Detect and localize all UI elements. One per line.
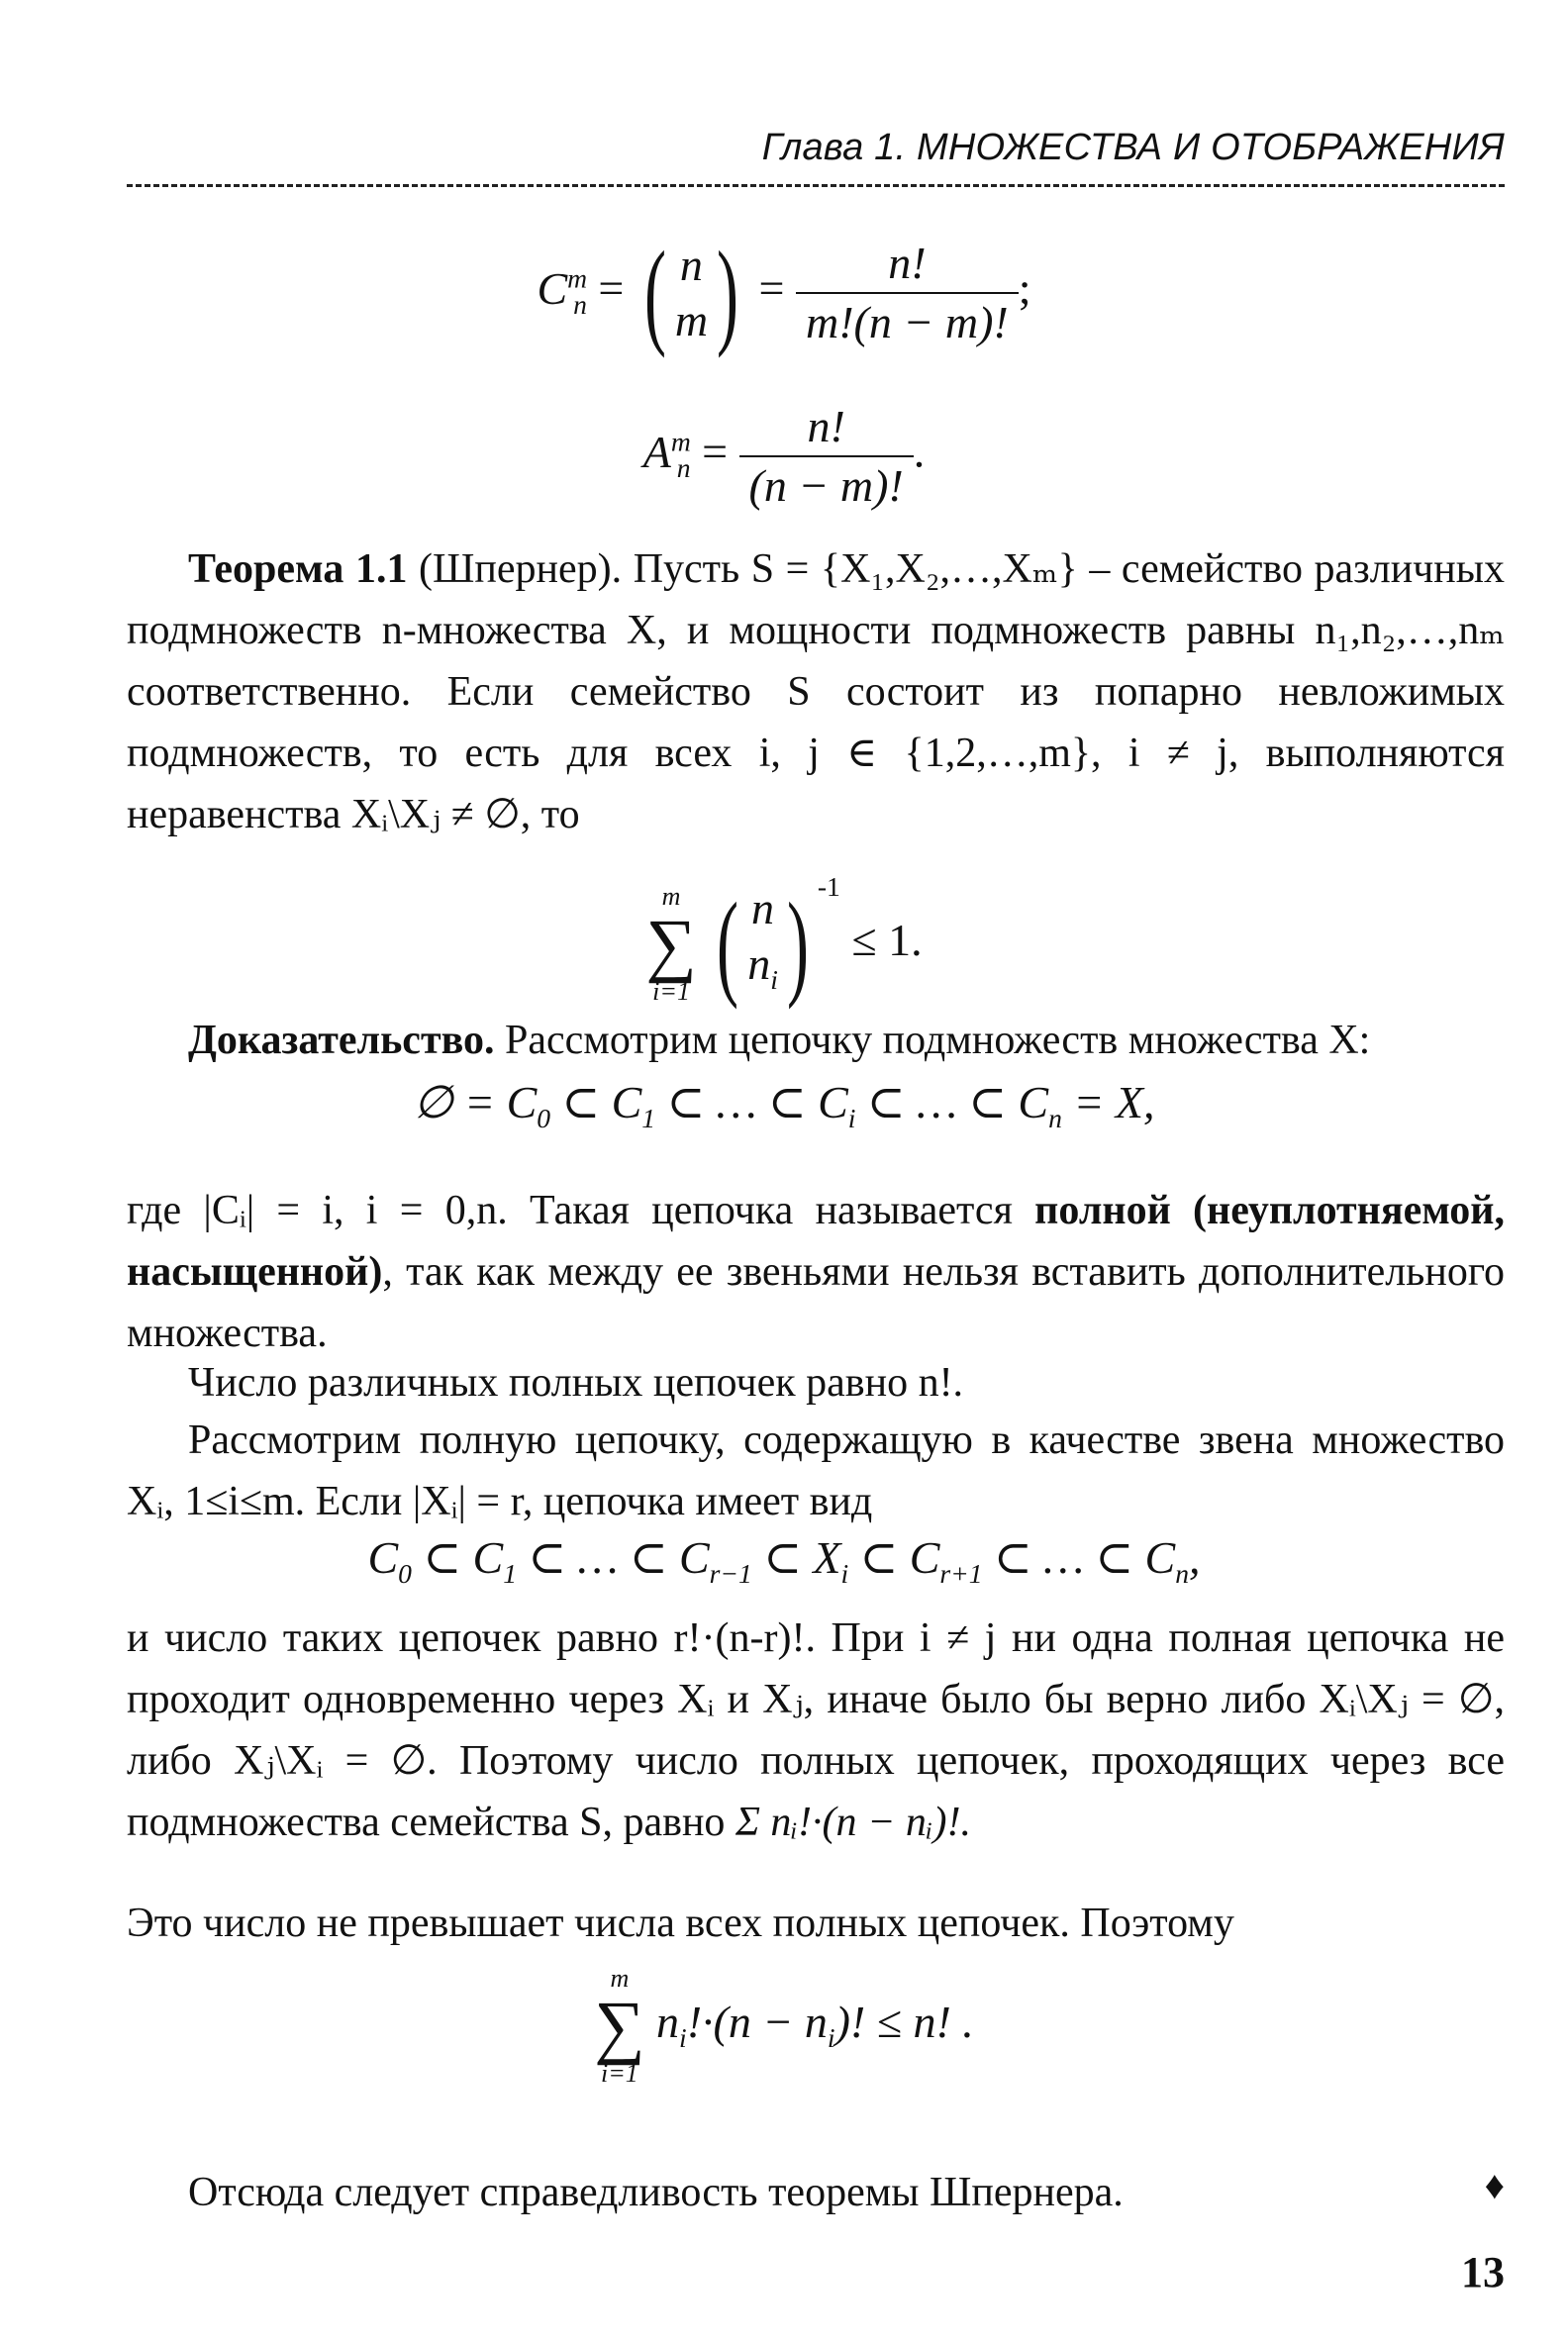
chain-formula: ∅ = $C_0$ ⊂ $C_1$ ⊂ … ⊂ $C_i$ ⊂ … ⊂ $C_n = X$, (413, 1077, 1155, 1134)
theorem-label: Теорема 1.1 (188, 546, 408, 592)
qed-symbol: ♦ (1484, 2163, 1505, 2207)
proof-paragraph-4 (127, 1608, 1505, 1853)
proof-intro (127, 1010, 1505, 1071)
proof-intro-text: Рассмотрим цепочку подмножеств множества X: (504, 1018, 1371, 1063)
proof-paragraph-5: Это число не превышает числа всех полных цепочек. Поэтому (127, 1901, 1234, 1946)
proof-paragraph-6: Отсюда следует справедливость теоремы Шпернера. (188, 2170, 1124, 2215)
proof-label: Доказательство. (188, 1018, 495, 1063)
theorem-text: Пусть S = {X₁,X₂,…,Xₘ} – семейство различных подмножеств n-множества X, и мощности подмножеств равны n₁,n₂,…,nₘ соответственно. Если семейство S состоит из попарно невложимых подмножеств, то есть для всех i, j ∈ {1,2,…,m}, i ≠ j, выполняются неравенства Xᵢ\Xⱼ ≠ ∅, то (127, 546, 1506, 837)
final-sum-formula: m ∑ i=1 $n_i!\cdot(n - n_i)$! ≤ n! . (594, 1964, 974, 2088)
theorem-name: (Шпернер). (419, 546, 623, 592)
p1-start: где |Cᵢ| = i, i = 0,n. Такая цепочка называется (127, 1188, 1035, 1233)
proof-paragraph-1 (127, 1180, 1505, 1364)
header-rule (127, 184, 1505, 187)
p1-bold: полной (неуплотняемой, насыщенной) (127, 1188, 1505, 1295)
binomial-formula: $C^m_n$ = ( n m ) = $\frac{n!}{m!(n - m)!}$ ; (537, 227, 1031, 358)
p4-text: и число таких цепочек равно r!·(n-r)!. При i ≠ j ни одна полная цепочка не проходит одновременно через Xᵢ и Xⱼ, иначе было бы верно либо Xᵢ\Xⱼ = ∅, либо Xⱼ\Xᵢ = ∅. Поэтому число полных цепочек, проходящих через все подмножества семейства S, равно (127, 1615, 1505, 1845)
p1-end: , так как между ее звеньями нельзя вставить дополнительного множества. (127, 1249, 1505, 1356)
running-header: Глава 1. МНОЖЕСТВА И ОТОБРАЖЕНИЯ (761, 127, 1505, 168)
proof-paragraph-3: Рассмотрим полную цепочку, содержащую в качестве звена множество Xᵢ, 1≤i≤m. Если |Xᵢ| = r, цепочка имеет вид (127, 1417, 1505, 1524)
arrangement-formula: $A^m_n$ = $\frac{n!}{(n - m)!}$ . (0, 398, 1568, 515)
p4-sum: Σ nᵢ!·(n − nᵢ)!. (735, 1800, 971, 1845)
theorem-paragraph (127, 538, 1505, 845)
page-number: 13 (1461, 2248, 1505, 2296)
chain-formula-2: $C_0$ ⊂ $C_1$ ⊂ … ⊂ $C_{r-1}$ ⊂ $X_i$ ⊂ $C_{r+1}$ ⊂ … ⊂ $C_n$, (367, 1532, 1201, 1590)
sperner-inequality: m ∑ i=1 ( n $n_i$ ) $^{-1}$ ≤ 1. (645, 871, 923, 1011)
proof-paragraph-2: Число различных полных цепочек равно n!. (188, 1360, 964, 1406)
